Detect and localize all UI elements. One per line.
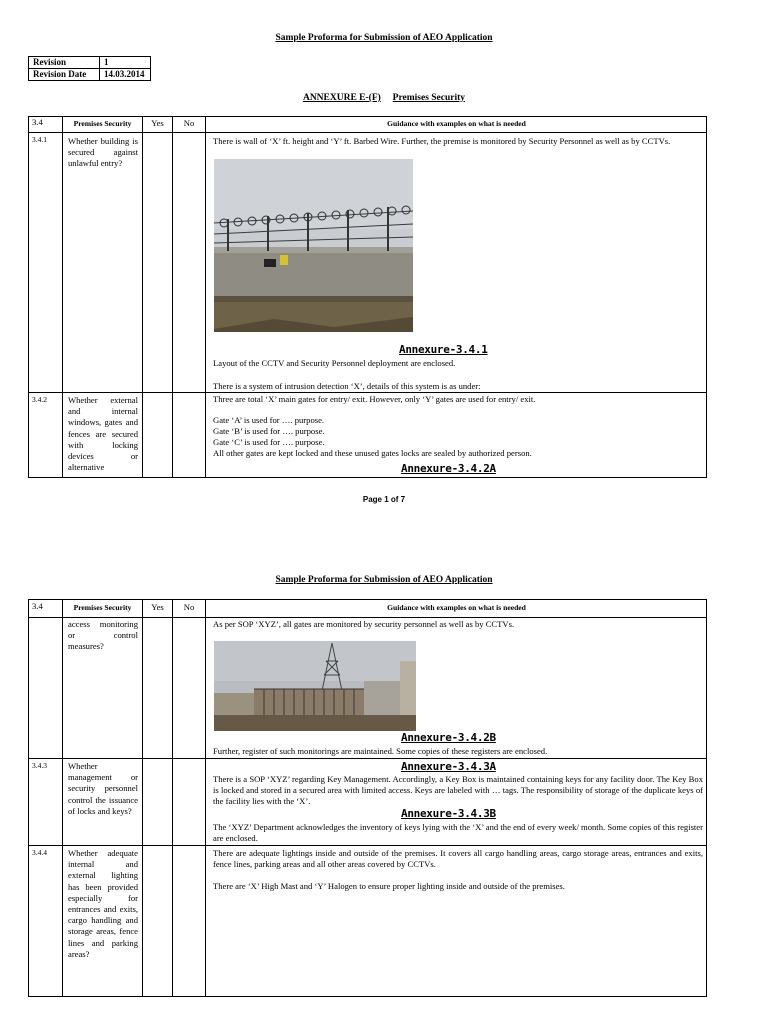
annexure-3-4-3b-label[interactable]: Annexure-3.4.3B xyxy=(401,807,496,820)
row-341-guidance-3: There is a system of intrusion detection ‘X’, details of this system is as under: xyxy=(213,381,481,391)
header-yes-p2: Yes xyxy=(151,602,164,612)
row-342-line-3: Gate ‘B’ is used for …. purpose. xyxy=(213,426,325,436)
row-342-num: 3.4.2 xyxy=(32,395,47,404)
gate-photo xyxy=(214,641,416,731)
header-topic-p2: Premises Security xyxy=(73,603,132,612)
row-344-num: 3.4.4 xyxy=(32,848,47,857)
row-342-line-6: As per SOP ‘XYZ’, all gates are monitored by security personnel as well as by CCTVs. xyxy=(213,619,515,629)
annexure-3-4-3a-label[interactable]: Annexure-3.4.3A xyxy=(401,760,496,773)
revision-label: Revision xyxy=(29,57,100,69)
row-342-line-2: Gate ‘A’ is used for …. purpose. xyxy=(213,415,325,425)
row-344-para-1: There are adequate lightings inside and outside of the premises. It covers all cargo handling areas, cargo storage areas, entrances and exits, fence lines, parking areas and all other areas covered by CCTVs. xyxy=(213,848,703,870)
row-343-para-1: There is a SOP ‘XYZ’ regarding Key Management. Accordingly, a Key Box is maintained containing keys for any facility door. The Key Box is locked and stored in a secured area with limited access. Keys are labeled with … tags. The responsibility of storage of the duplicate keys of the facility lies with the ‘X’. xyxy=(213,774,703,807)
page-gap xyxy=(0,530,768,545)
annexure-3-4-2b-label[interactable]: Annexure-3.4.2B xyxy=(401,731,496,744)
row-342-line-1: Three are total ‘X’ main gates for entry/ exit. However, only ‘Y’ gates are used for entry/ exit. xyxy=(213,394,536,404)
revision-date-label: Revision Date xyxy=(29,69,100,81)
row-343-para-2: The ‘XYZ’ Department acknowledges the inventory of keys lying with the ‘X’ and the end of every week/ month. Some copies of this register are enclosed. xyxy=(213,822,703,844)
row-342-question-part2: access monitoring or control measures? xyxy=(68,619,138,652)
barbed-wire-wall-photo xyxy=(214,159,413,332)
header-topic: Premises Security xyxy=(73,119,132,128)
revision-table xyxy=(28,56,151,81)
row-344-question: Whether adequate internal and external lighting has been provided especially for entrances and exits, cargo handling and storage areas, fence lines and parking areas? xyxy=(68,848,138,959)
row-341-guidance-1: There is wall of ‘X’ ft. height and ‘Y’ ft. Barbed Wire. Further, the premise is monitored by Security Personnel as well as by CCTVs. xyxy=(213,136,671,146)
row-343-num: 3.4.3 xyxy=(32,761,47,770)
revision-value: 1 xyxy=(100,57,151,69)
annexure-3-4-1-label[interactable]: Annexure-3.4.1 xyxy=(399,343,488,356)
row-341-guidance-2: Layout of the CCTV and Security Personnel deployment are enclosed. xyxy=(213,358,456,368)
premises-security-table-p2 xyxy=(28,599,707,997)
header-guidance: Guidance with examples on what is needed xyxy=(387,119,526,128)
annexure-title: ANNEXURE E-(F) xyxy=(302,93,381,103)
row-342-line-4: Gate ‘C’ is used for …. purpose. xyxy=(213,437,325,447)
page-2 xyxy=(0,545,768,1024)
row-341-question: Whether building is secured against unlawful entry? xyxy=(68,136,138,169)
header-guidance-p2: Guidance with examples on what is needed xyxy=(387,603,526,612)
annexure-heading xyxy=(0,93,768,103)
document-title: Sample Proforma for Submission of AEO Application xyxy=(275,33,493,43)
header-no: No xyxy=(183,118,195,128)
row-342-line-5: All other gates are kept locked and these unused gates locks are sealed by authorized person. xyxy=(213,448,532,458)
row-344-para-2: There are ‘X’ High Mast and ‘Y’ Halogen to ensure proper lighting inside and outside of the premises. xyxy=(213,881,565,891)
page-footer: Page 1 of 7 xyxy=(362,495,406,504)
document-title-p2: Sample Proforma for Submission of AEO Application xyxy=(275,575,493,585)
row-342-line-7: Further, register of such monitorings are maintained. Some copies of these registers are enclosed. xyxy=(213,746,548,756)
annexure-subtitle: Premises Security xyxy=(392,93,466,103)
row-341-num: 3.4.1 xyxy=(32,135,47,144)
header-yes: Yes xyxy=(151,118,164,128)
revision-date-value: 14.03.2014 xyxy=(100,69,151,81)
header-no-p2: No xyxy=(183,602,195,612)
premises-security-table-p1 xyxy=(28,116,707,478)
row-342-question-part1: Whether external and internal windows, gates and fences are secured with locking devices or alternative xyxy=(68,395,138,473)
header-num: 3.4 xyxy=(32,117,43,127)
header-num-p2: 3.4 xyxy=(32,601,43,611)
annexure-3-4-2a-label[interactable]: Annexure-3.4.2A xyxy=(401,462,496,475)
row-343-question: Whether management or security personnel control the issuance of locks and keys? xyxy=(68,761,138,816)
